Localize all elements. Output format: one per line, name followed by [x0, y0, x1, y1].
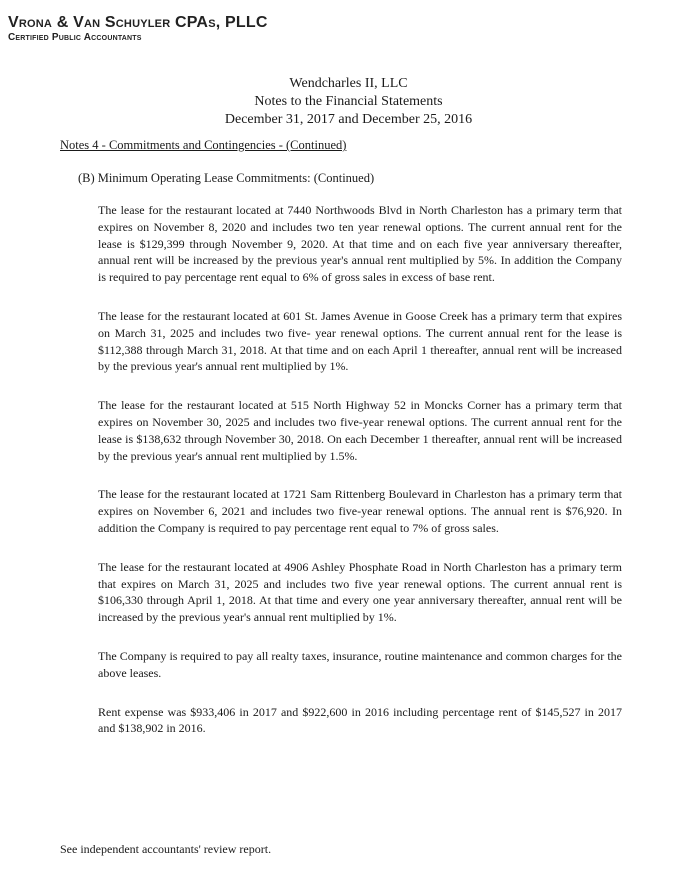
paragraph-rent-expense: Rent expense was $933,406 in 2017 and $922,600 in 2016 including percentage rent of $145,527 in 2017 and $138,902 in 2016. — [98, 704, 622, 736]
firm-name: Vrona & Van Schuyler CPAs, PLLC — [8, 14, 268, 31]
document-heading — [0, 75, 697, 129]
company-name: Wendcharles II, LLC — [289, 76, 408, 91]
paragraph-ashley-phosphate-lease: The lease for the restaurant located at 4906 Ashley Phosphate Road in North Charleston has a primary term that expires on March 31, 2025 and includes two five year renewal options. The current annual rent is $106,330 through April 1, 2018. At that time and every one year anniversary thereafter, annual rent will be increased by the previous year's annual rent multiplied by 1%. — [98, 559, 622, 625]
footer-note: See independent accountants' review report. — [60, 842, 272, 856]
paragraph-goose-creek-lease: The lease for the restaurant located at 601 St. James Avenue in Goose Creek has a primary term that expires on March 31, 2025 and includes two five- year renewal options. The current annual rent for the lease is $112,388 through March 31, 2018. At that time and on each April 1 thereafter, annual rent will be increased by the previous year's annual rent multiplied by 1%. — [98, 308, 622, 374]
statement-dates: December 31, 2017 and December 25, 2016 — [224, 112, 473, 127]
paragraph-northwoods-lease: The lease for the restaurant located at 7440 Northwoods Blvd in North Charleston has a primary term that expires on November 8, 2020 and includes two ten year renewal options. The current annual rent for the lease is $129,399 through November 9, 2020. At that time and on each five year anniversary thereafter, annual rent will be increased by the previous year's annual rent multiplied by 5%. In addition the Company is required to pay percentage rent equal to 6% of gross sales in excess of base rent. — [98, 203, 622, 285]
notes-body — [98, 202, 622, 759]
paragraph-realty-charges: The Company is required to pay all realty taxes, insurance, routine maintenance and common charges for the above leases. — [98, 648, 622, 680]
paragraph-sam-rittenberg-lease: The lease for the restaurant located at 1721 Sam Rittenberg Boulevard in Charleston has a primary term that expires on November 6, 2021 and includes two five-year renewal options. The annual rent is $76,920. In addition the Company is required to pay percentage rent equal to 7% of gross sales. — [98, 487, 622, 535]
section-title: Notes 4 - Commitments and Contingencies - (Continued) — [60, 138, 347, 152]
firm-subtitle: Certified Public Accountants — [8, 32, 142, 43]
subsection-title: (B) Minimum Operating Lease Commitments: (Continued) — [78, 171, 375, 185]
letterhead — [8, 14, 268, 44]
paragraph-moncks-corner-lease: The lease for the restaurant located at 515 North Highway 52 in Moncks Corner has a primary term that expires on November 30, 2025 and includes two five-year renewal options. The current annual rent for the lease is $138,632 through November 30, 2018. On each December 1 thereafter, annual rent will be increased by the previous year's annual rent multiplied by 1.5%. — [98, 398, 622, 463]
statement-title: Notes to the Financial Statements — [254, 94, 443, 109]
